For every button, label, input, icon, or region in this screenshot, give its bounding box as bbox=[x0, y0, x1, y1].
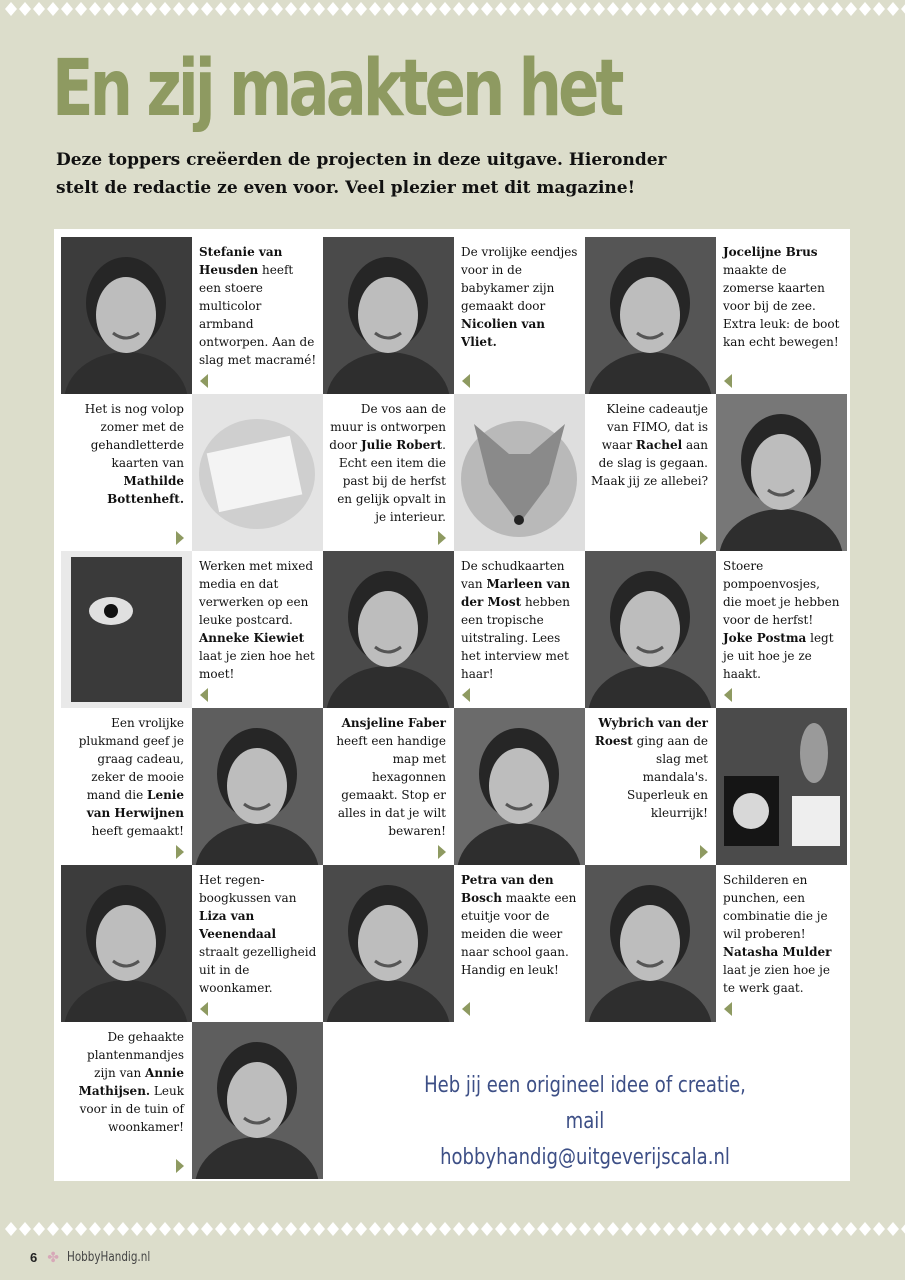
contributor-photo bbox=[454, 708, 585, 865]
contributor-name: Nicolien van Vliet. bbox=[461, 317, 545, 349]
contributor-name: Stefanie van Heusden bbox=[199, 245, 283, 277]
contributor-photo bbox=[585, 551, 716, 708]
contributor-blurb bbox=[61, 708, 192, 865]
blurb-text: De schudkaarten van bbox=[461, 559, 565, 591]
blurb-text: De vos aan de muur is ontworpen door bbox=[329, 402, 446, 452]
page-number: 6 bbox=[30, 1250, 38, 1265]
arrow-left-icon bbox=[462, 1002, 470, 1016]
blurb-text: legt je uit hoe je ze haakt. bbox=[723, 631, 834, 681]
contributor-name: Liza van Veenendaal bbox=[199, 909, 277, 941]
blurb-text: heeft een stoere multicolor armband ontworpen. Aan de slag met macramé! bbox=[199, 263, 317, 367]
contributor-blurb bbox=[61, 394, 192, 551]
contributor-blurb bbox=[454, 865, 585, 1022]
blurb-text: laat je zien hoe het moet! bbox=[199, 649, 315, 681]
site-name[interactable]: HobbyHandig.nl bbox=[66, 1250, 151, 1265]
contributor-name: Petra van den Bosch bbox=[461, 873, 554, 905]
callout-line-1: Heb jij een origineel idee of creatie, bbox=[424, 1073, 746, 1098]
intro-line-1: Deze toppers creëerden de projecten in deze uitgave. Hieronder bbox=[56, 150, 667, 170]
blurb-text: aan de slag is gegaan. Maak jij ze allebei? bbox=[591, 438, 708, 488]
blurb-text: ging aan de slag met mandala's. Superleuk en kleurrijk! bbox=[626, 734, 708, 820]
blurb-text: Het is nog volop zomer met de gehandletterde kaarten van bbox=[84, 402, 184, 470]
blurb-text: Kleine cadeautje van FIMO, dat is waar bbox=[601, 402, 708, 452]
blurb-text: De vrolijke eendjes voor in de babykamer zijn gemaakt door bbox=[461, 245, 578, 313]
contributor-photo bbox=[323, 865, 454, 1022]
blurb-text: . Echt een item die past bij de herfst en gelijk opvalt in je interieur. bbox=[337, 438, 446, 524]
contributor-photo bbox=[61, 551, 192, 708]
contributor-name: Julie Robert bbox=[360, 438, 443, 452]
blurb-text: Leuk voor in de tuin of woonkamer! bbox=[79, 1084, 184, 1134]
arrow-left-icon bbox=[200, 374, 208, 388]
contributor-name: Wybrich van der Roest bbox=[594, 716, 708, 748]
contributor-photo bbox=[323, 237, 454, 394]
arrow-right-icon bbox=[176, 531, 184, 545]
arrow-right-icon bbox=[700, 845, 708, 859]
intro-text bbox=[56, 146, 696, 202]
contributor-name: Natasha Mulder bbox=[723, 945, 832, 959]
arrow-right-icon bbox=[176, 845, 184, 859]
arrow-left-icon bbox=[724, 374, 732, 388]
flower-icon: ✤ bbox=[47, 1249, 59, 1265]
contributor-name: Anneke Kiewiet bbox=[199, 631, 305, 645]
contributor-photo bbox=[323, 551, 454, 708]
contributor-name: Marleen van der Most bbox=[461, 577, 571, 609]
contributor-photo bbox=[192, 394, 323, 551]
arrow-left-icon bbox=[724, 688, 732, 702]
blurb-text: Stoere pompoenvosjes, die moet je hebben voor de herfst! bbox=[723, 559, 840, 627]
contributor-name: Jocelijne Brus bbox=[723, 245, 818, 259]
blurb-text: hebben een tropische uitstraling. Lees het interview met haar! bbox=[461, 595, 570, 681]
contributor-blurb bbox=[192, 551, 323, 708]
contributor-name: Rachel bbox=[635, 438, 683, 452]
contributor-photo bbox=[192, 708, 323, 865]
contributor-photo bbox=[585, 865, 716, 1022]
blurb-text: heeft een handige map met hexagonnen gemaakt. Stop er alles in dat je wilt bewaren! bbox=[336, 734, 446, 838]
contributor-photo bbox=[454, 394, 585, 551]
diamond-pattern bbox=[0, 0, 905, 18]
contributor-name: Annie Mathijsen. bbox=[78, 1066, 184, 1098]
contributor-blurb bbox=[192, 237, 323, 394]
blurb-text: heeft gemaakt! bbox=[91, 824, 184, 838]
top-diamond-border bbox=[0, 0, 905, 18]
blurb-text: maakte de zomerse kaarten voor bij de zee. Extra leuk: de boot kan echt bewegen! bbox=[723, 263, 840, 349]
contributor-blurb bbox=[585, 394, 716, 551]
arrow-left-icon bbox=[200, 688, 208, 702]
arrow-left-icon bbox=[724, 1002, 732, 1016]
diamond-pattern bbox=[0, 1220, 905, 1238]
blurb-text: Werken met mixed media en dat verwerken op een leuke postcard. bbox=[199, 559, 313, 627]
arrow-right-icon bbox=[438, 845, 446, 859]
arrow-left-icon bbox=[200, 1002, 208, 1016]
contributor-blurb bbox=[323, 394, 454, 551]
arrow-right-icon bbox=[176, 1159, 184, 1173]
contributor-blurb bbox=[716, 865, 847, 1022]
contributor-blurb bbox=[192, 865, 323, 1022]
page-footer bbox=[30, 1249, 171, 1266]
contributor-photo bbox=[585, 237, 716, 394]
submission-callout bbox=[421, 1068, 749, 1176]
contributor-blurb bbox=[454, 551, 585, 708]
contributor-name: Mathilde Bottenheft. bbox=[107, 474, 184, 506]
contributor-blurb bbox=[716, 551, 847, 708]
blurb-text: Een vrolijke plukmand geef je graag cadeau, zeker de mooie mand die bbox=[78, 716, 184, 802]
contributor-blurb bbox=[454, 237, 585, 394]
contributor-photo bbox=[192, 1022, 323, 1179]
contributor-name: Ansjeline Faber bbox=[341, 716, 446, 730]
contributor-photo bbox=[716, 394, 847, 551]
arrow-left-icon bbox=[462, 688, 470, 702]
blurb-text: laat je zien hoe je te werk gaat. bbox=[723, 963, 830, 995]
contributor-name: Joke Postma bbox=[723, 631, 807, 645]
arrow-left-icon bbox=[462, 374, 470, 388]
contributor-blurb bbox=[585, 708, 716, 865]
blurb-text: maakte een etuitje voor de meiden die weer naar school gaan. Handig en leuk! bbox=[461, 891, 577, 977]
blurb-text: Schilderen en punchen, een combinatie die je wil proberen! bbox=[723, 873, 828, 941]
page-title: En zij maakten het bbox=[52, 44, 621, 134]
contributor-blurb bbox=[716, 237, 847, 394]
bottom-diamond-border bbox=[0, 1220, 905, 1238]
contributor-photo bbox=[716, 708, 847, 865]
contributor-blurb bbox=[61, 1022, 192, 1179]
arrow-right-icon bbox=[438, 531, 446, 545]
blurb-text: straalt gezelligheid uit in de woonkamer. bbox=[199, 945, 317, 995]
blurb-text: De gehaakte plantenmandjes zijn van bbox=[87, 1030, 184, 1080]
blurb-text: Het regen-boogkussen van bbox=[199, 873, 297, 905]
callout-line-2[interactable]: mail hobbyhandig@uitgeverijscala.nl bbox=[440, 1109, 730, 1170]
contributor-name: Lenie van Herwijnen bbox=[86, 788, 184, 820]
contributor-blurb bbox=[323, 708, 454, 865]
arrow-right-icon bbox=[700, 531, 708, 545]
intro-line-2: stelt de redactie ze even voor. Veel plezier met dit magazine! bbox=[56, 178, 636, 198]
contributor-photo bbox=[61, 237, 192, 394]
contributor-photo bbox=[61, 865, 192, 1022]
